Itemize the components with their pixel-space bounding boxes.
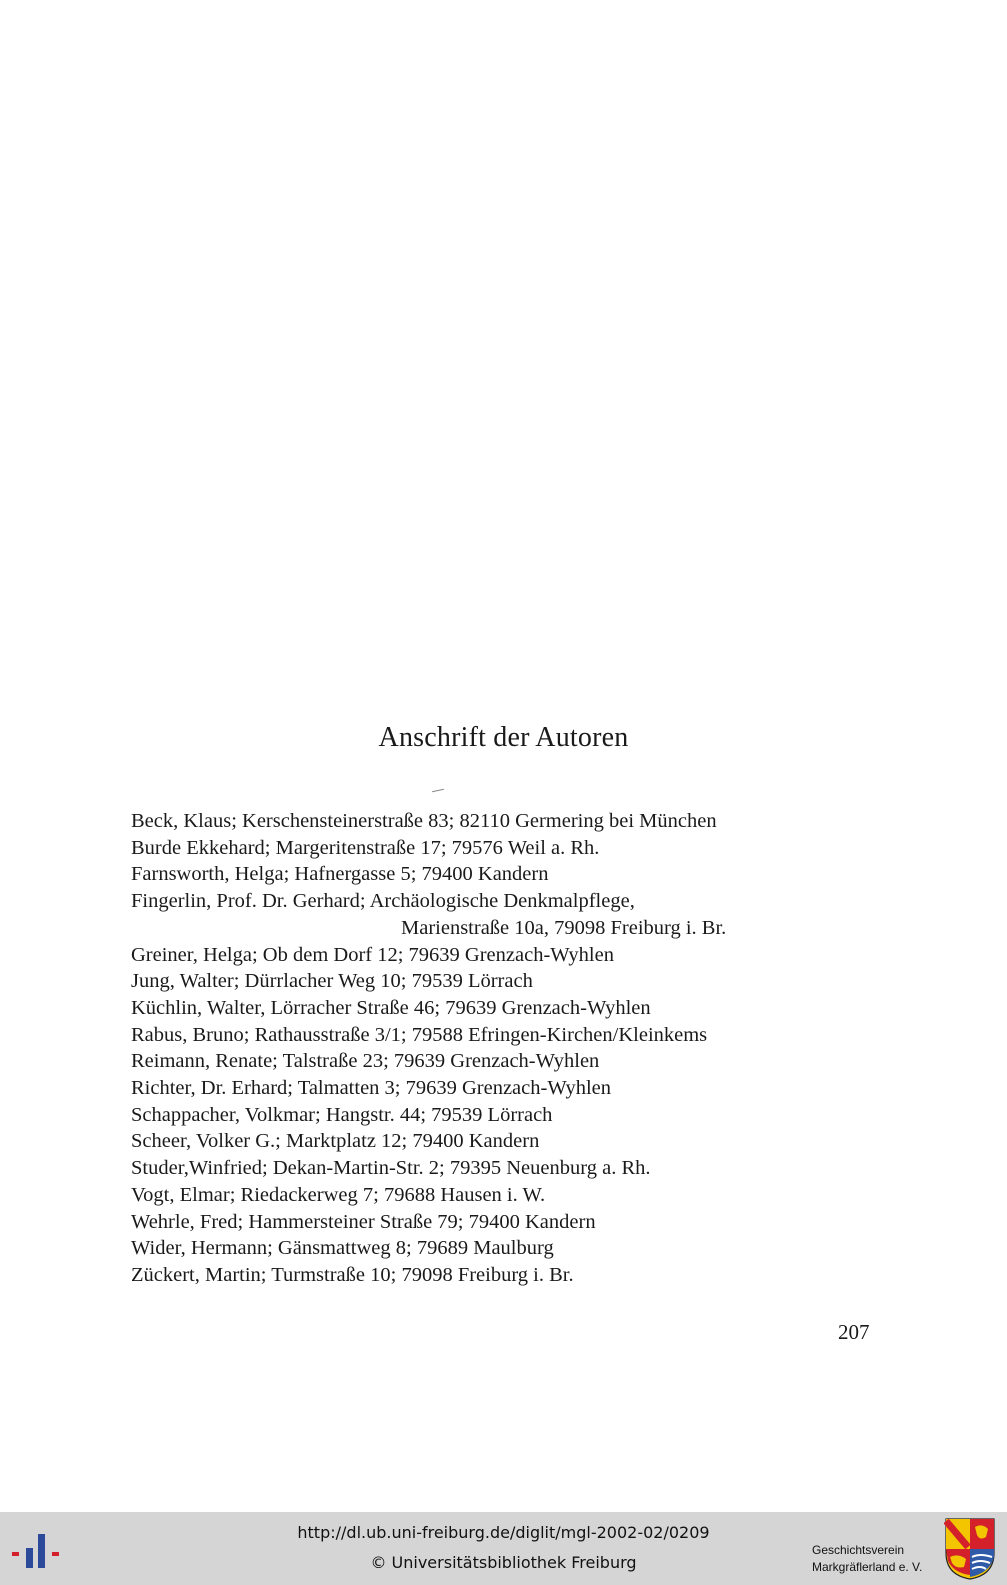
- list-item: [131, 808, 891, 835]
- entry-text: Burde Ekkehard; Margeritenstraße 17; 79576 Weil a. Rh.: [131, 836, 600, 859]
- entry-text: Richter, Dr. Erhard; Talmatten 3; 79639 Grenzach-Wyhlen: [131, 1077, 611, 1100]
- entry-text: Scheer, Volker G.; Marktplatz 12; 79400 Kandern: [131, 1130, 540, 1153]
- entry-text: Wider, Hermann; Gänsmattweg 8; 79689 Maulburg: [131, 1237, 554, 1260]
- copyright-text: © Universitätsbibliothek Freiburg: [370, 1553, 637, 1572]
- list-item: [131, 1155, 891, 1182]
- document-url-link[interactable]: http://dl.ub.uni-freiburg.de/diglit/mgl-2002-02/0209: [297, 1523, 710, 1542]
- page-title: Anschrift der Autoren: [378, 722, 629, 753]
- entry-text: Rabus, Bruno; Rathausstraße 3/1; 79588 Efringen-Kirchen/Kleinkems: [131, 1023, 708, 1046]
- list-item: [131, 1209, 891, 1236]
- entry-text: Schappacher, Volkmar; Hangstr. 44; 79539 Lörrach: [131, 1103, 553, 1126]
- list-item: [131, 1128, 891, 1155]
- entry-text: Vogt, Elmar; Riedackerweg 7; 79688 Hausen i. W.: [131, 1183, 546, 1206]
- entry-text: Fingerlin, Prof. Dr. Gerhard; Archäologische Denkmalpflege,: [131, 890, 635, 913]
- entry-text: Wehrle, Fred; Hammersteiner Straße 79; 79400 Kandern: [131, 1210, 596, 1233]
- entry-text: Greiner, Helga; Ob dem Dorf 12; 79639 Grenzach-Wyhlen: [131, 943, 614, 966]
- entry-text: Beck, Klaus; Kerschensteinerstraße 83; 82110 Germering bei München: [131, 810, 717, 832]
- list-item: [131, 861, 891, 888]
- author-address-list: [131, 808, 891, 1289]
- list-item: [131, 888, 891, 941]
- list-item: [131, 1262, 891, 1289]
- entry-text: Reimann, Renate; Talstraße 23; 79639 Grenzach-Wyhlen: [131, 1050, 600, 1073]
- coat-of-arms-icon: [944, 1517, 996, 1581]
- list-item: [131, 835, 891, 862]
- society-name-line2: Markgräflerland e. V.: [812, 1560, 923, 1574]
- footer-bar: [0, 1512, 1007, 1585]
- page-number: 207: [838, 1320, 870, 1344]
- entry-text: Küchlin, Walter, Lörracher Straße 46; 79639 Grenzach-Wyhlen: [131, 996, 651, 1019]
- list-item: [131, 995, 891, 1022]
- entry-text: Jung, Walter; Dürrlacher Weg 10; 79539 Lörrach: [131, 970, 533, 993]
- stray-mark: [432, 789, 444, 792]
- list-item: [131, 1048, 891, 1075]
- society-name: [812, 1542, 922, 1576]
- list-item: [131, 942, 891, 969]
- list-item: [131, 968, 891, 995]
- list-item: [131, 1075, 891, 1102]
- entry-continuation: Marienstraße 10a, 79098 Freiburg i. Br.: [401, 916, 727, 939]
- list-item: [131, 1235, 891, 1262]
- entry-text: Studer,Winfried; Dekan-Martin-Str. 2; 79395 Neuenburg a. Rh.: [131, 1157, 651, 1180]
- entry-text: Zückert, Martin; Turmstraße 10; 79098 Freiburg i. Br.: [131, 1263, 574, 1286]
- list-item: [131, 1182, 891, 1209]
- list-item: [131, 1102, 891, 1129]
- society-name-line1: Geschichtsverein: [812, 1543, 905, 1557]
- entry-text: Farnsworth, Helga; Hafnergasse 5; 79400 Kandern: [131, 863, 549, 886]
- list-item: [131, 1022, 891, 1049]
